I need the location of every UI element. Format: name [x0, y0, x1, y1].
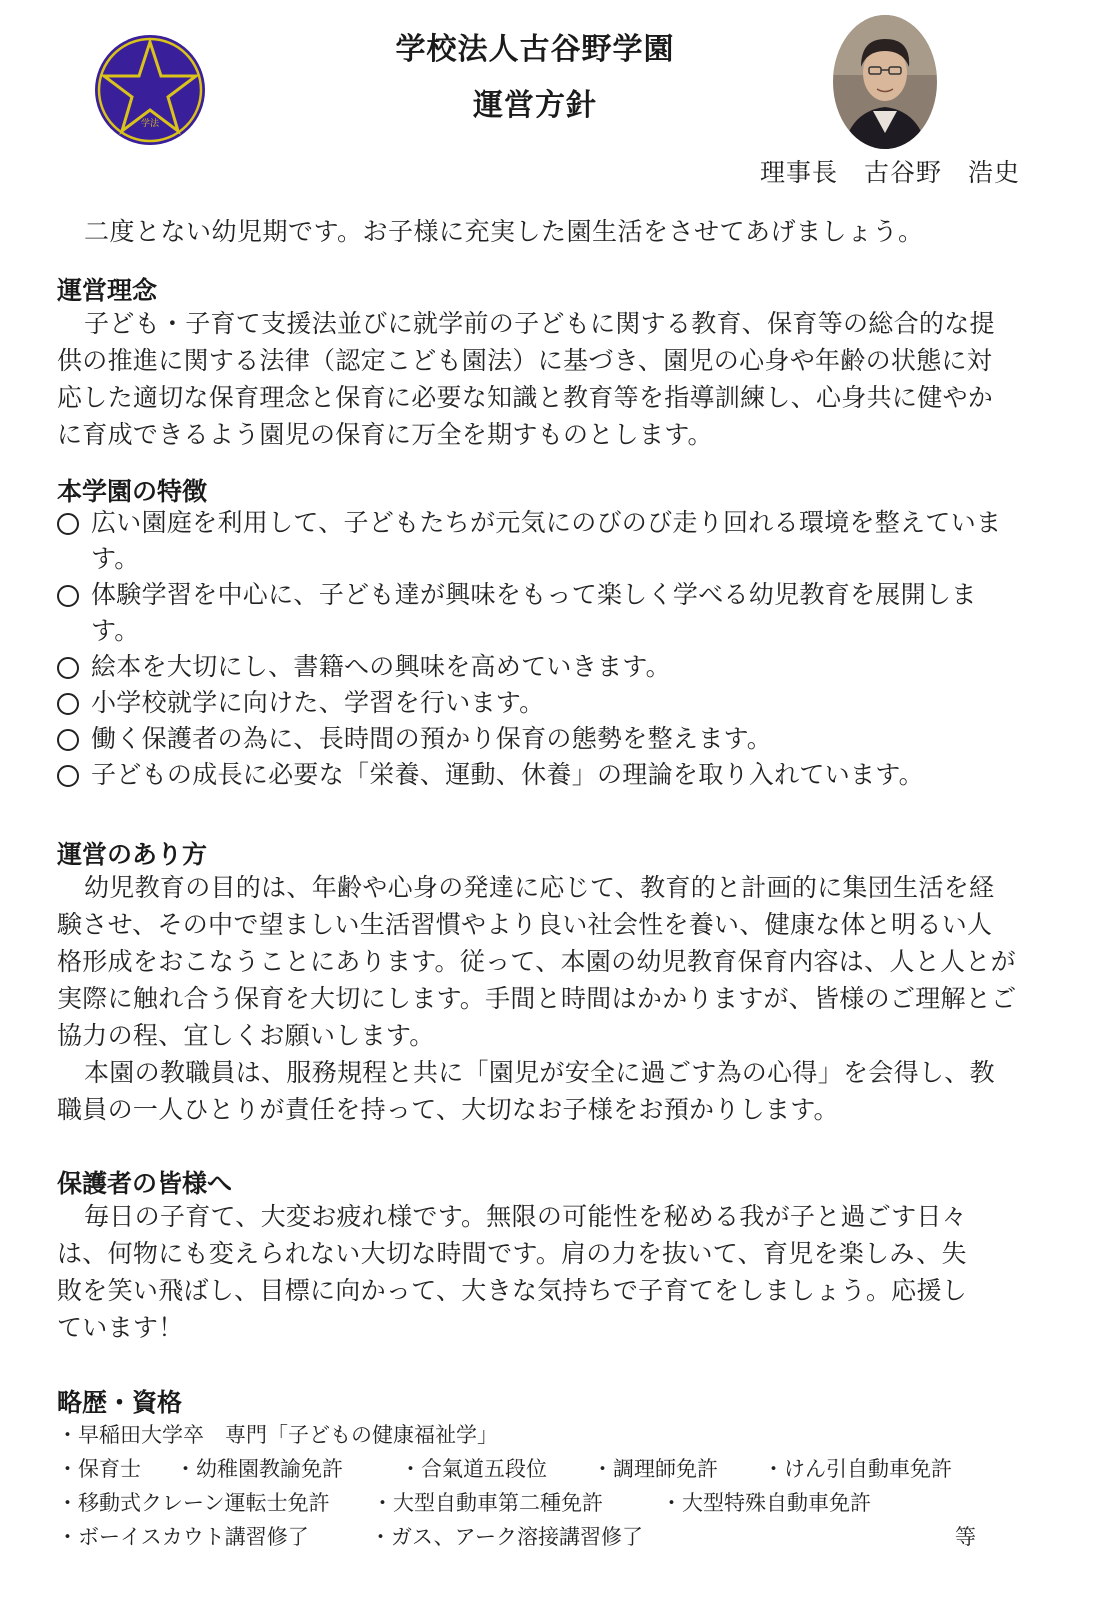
career-item: ・ 早稲田大学卒 専門「子どもの健康福祉学」 — [57, 1418, 498, 1452]
logo-text: 学法 — [140, 119, 160, 129]
intro-text: 二度とない幼児期です。お子様に充実した園生活をさせてあげましょう。 — [84, 217, 924, 246]
career-row — [57, 1452, 1017, 1486]
management-heading: 運営のあり方 — [57, 840, 208, 869]
career-heading: 略歴・資格 — [57, 1388, 183, 1417]
list-item: 体験学習を中心に、子ども達が興味をもって楽しく学べる幼児教育を展開します。 — [57, 577, 1022, 649]
circle-bullet-icon — [57, 585, 79, 607]
career-item: ・ 保育士 — [57, 1452, 141, 1486]
career-row — [57, 1520, 1017, 1554]
career-item: ・ ガス、アーク溶接講習修了 — [370, 1520, 643, 1554]
management-paragraph-2: 本園の教職員は、服務規程と共に「園児が安全に過ごす為の心得」を会得し、教職員の一人ひとりが責任を持って、大切なお子様をお預かりします。 — [57, 1058, 995, 1124]
career-item: ・ けん引自動車免許 — [763, 1452, 952, 1486]
page-subtitle: 運営方針 — [473, 88, 597, 123]
management-paragraph-1: 幼児教育の目的は、年齢や心身の発達に応じて、教育的と計画的に集団生活を経験させ、その中で望ましい生活習慣やより良い社会性を養い、健康な体と明るい人格形成をおこなうことにあります。従って、本園の幼児教育保育内容は、人と人とが実際に触れ合う保育を大切にします。手間と時間はかかりますが、皆様のご理解とご協力の程、宜しくお願いします。 — [57, 873, 1017, 1050]
circle-bullet-icon — [57, 729, 79, 751]
features-list — [57, 505, 1022, 793]
circle-bullet-icon — [57, 657, 79, 679]
circle-bullet-icon — [57, 765, 79, 787]
list-item: 広い園庭を利用して、子どもたちが元気にのびのび走り回れる環境を整えています。 — [57, 505, 1022, 577]
circle-bullet-icon — [57, 693, 79, 715]
features-heading: 本学園の特徴 — [57, 477, 208, 506]
parents-heading: 保護者の皆様へ — [57, 1169, 233, 1198]
list-item: 小学校就学に向けた、学習を行います。 — [57, 685, 1022, 721]
list-item: 子どもの成長に必要な「栄養、運動、休養」の理論を取り入れています。 — [57, 757, 1022, 793]
career-item: ・ 合氣道五段位 — [400, 1452, 547, 1486]
career-item: ・ ボーイスカウト講習修了 — [57, 1520, 309, 1554]
career-item: ・ 幼稚園教諭免許 — [175, 1452, 343, 1486]
parents-text: 毎日の子育て、大変お疲れ様です。無限の可能性を秘める我が子と過ごす日々は、何物にも変えられない大切な時間です。肩の力を抜いて、育児を楽しみ、失敗を笑い飛ばし、目標に向かって、大きな気持ちで子育てをしましょう。応援しています！ — [57, 1202, 968, 1342]
philosophy-text: 子ども・子育て支援法並びに就学前の子どもに関する教育、保育等の総合的な提供の推進に関する法律（認定こども園法）に基づき、園児の心身や年齢の状態に対応した適切な保育理念と保育に必要な知識と教育等を指導訓練し、心身共に健やかに育成できるよう園児の保育に万全を期すものとします。 — [57, 309, 995, 449]
school-logo — [92, 32, 208, 148]
list-item: 絵本を大切にし、書籍への興味を高めていきます。 — [57, 649, 1022, 685]
career-list — [57, 1418, 1017, 1554]
philosophy-heading: 運営理念 — [57, 276, 158, 305]
list-item: 働く保護者の為に、長時間の預かり保育の態勢を整えます。 — [57, 721, 1022, 757]
etc-label: 等 — [955, 1525, 976, 1549]
career-item: ・ 大型特殊自動車免許 — [661, 1486, 871, 1520]
career-row — [57, 1486, 1017, 1520]
career-item: ・ 移動式クレーン運転士免許 — [57, 1486, 330, 1520]
chairman-portrait — [833, 15, 937, 149]
page-title: 学校法人古谷野学園 — [395, 32, 675, 67]
career-item: ・ 大型自動車第二種免許 — [372, 1486, 603, 1520]
circle-bullet-icon — [57, 513, 79, 535]
management-text — [57, 869, 1017, 1128]
career-item: ・ 調理師免許 — [592, 1452, 718, 1486]
career-row — [57, 1418, 1017, 1452]
chairman-name: 理事長 古谷野 浩史 — [760, 158, 1021, 187]
